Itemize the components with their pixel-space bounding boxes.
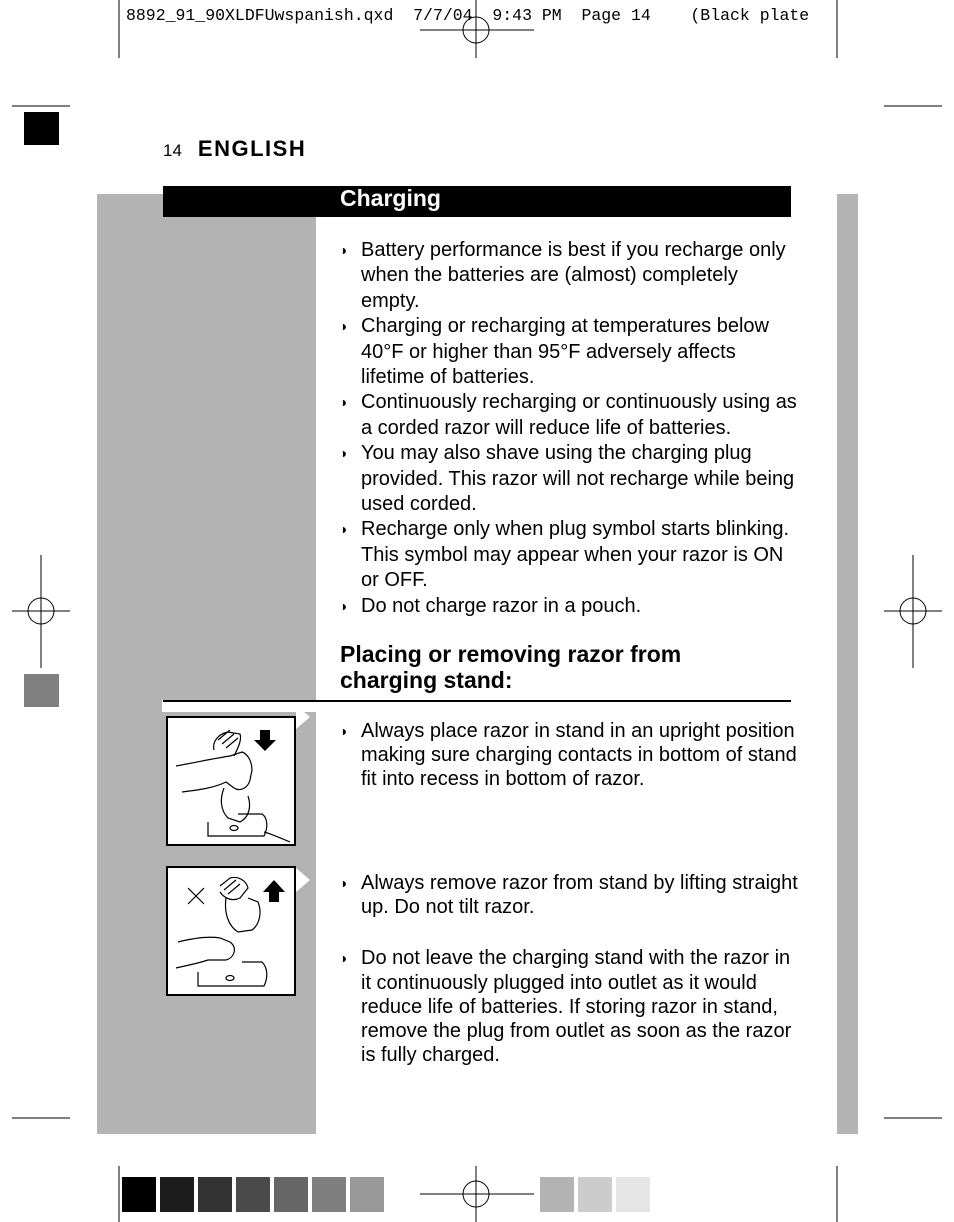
color-swatch [160, 1177, 194, 1212]
bullet-icon: ◗ [340, 445, 349, 462]
list-item: ◗ Battery performance is best if you recharge only when the batteries are (almost) completely empty. [340, 239, 786, 312]
bullet-icon: ◗ [340, 521, 349, 538]
panel-notch [296, 705, 310, 729]
color-swatch [540, 1177, 574, 1212]
color-swatch [274, 1177, 308, 1212]
color-swatch [312, 1177, 346, 1212]
charging-bullet-list [340, 238, 800, 619]
remove-instructions [340, 871, 800, 1067]
bullet-icon: ◗ [340, 394, 349, 411]
color-swatch [236, 1177, 270, 1212]
section-title: Charging [340, 185, 441, 211]
bullet-icon: ◗ [340, 875, 349, 891]
list-item: ◗ Charging or recharging at temperatures below 40°F or higher than 95°F adversely affects lifetime of batteries. [340, 315, 769, 389]
language-label: ENGLISH [197, 136, 307, 161]
section-title-bar [163, 186, 791, 217]
bullet-icon: ◗ [340, 242, 349, 258]
subheading: Placing or removing razor from charging stand: [340, 641, 682, 693]
panel-notch [296, 868, 310, 892]
razor-removing-icon [168, 868, 294, 994]
list-item: ◗ Continuously recharging or continuously using as a corded razor will reduce life of batteries. [340, 391, 797, 439]
place-instructions [340, 719, 800, 792]
list-item: ◗ Always remove razor from stand by lifting straight up. Do not tilt razor. [340, 872, 798, 919]
color-swatch [578, 1177, 612, 1212]
color-swatch [350, 1177, 384, 1212]
list-item: ◗ You may also shave using the charging plug provided. This razor will not recharge while being used corded. [340, 442, 795, 516]
list-item: ◗ Recharge only when plug symbol starts blinking. This symbol may appear when your razor is ON or OFF. [340, 518, 789, 592]
bullet-icon: ◗ [340, 723, 349, 739]
place-razor-illustration [166, 716, 296, 846]
list-item: ◗ Always place razor in stand in an upright position making sure charging contacts in bottom of stand fit into recess in bottom of razor. [340, 720, 797, 791]
list-item: ◗ Do not charge razor in a pouch. [340, 594, 800, 619]
color-swatch [122, 1177, 156, 1212]
bullet-icon: ◗ [340, 950, 349, 967]
page-number: 14 [163, 141, 182, 160]
bullet-icon: ◗ [340, 597, 349, 614]
remove-razor-illustration [166, 866, 296, 996]
printer-slug: 8892_91_90XLDFUwspanish.qxd 7/7/04 9:43 PM Page 14 (Black plate [126, 6, 810, 25]
color-swatch [616, 1177, 650, 1212]
bullet-icon: ◗ [340, 318, 349, 335]
page-header [163, 136, 306, 162]
list-item: ◗ Do not leave the charging stand with the razor in it continuously plugged into outlet as it would reduce life of batteries. If storing razor in stand, remove the plug from outlet as soon as the razor is fully charged. [340, 947, 792, 1067]
color-swatch [198, 1177, 232, 1212]
razor-placing-icon [168, 718, 294, 844]
divider [163, 700, 791, 702]
